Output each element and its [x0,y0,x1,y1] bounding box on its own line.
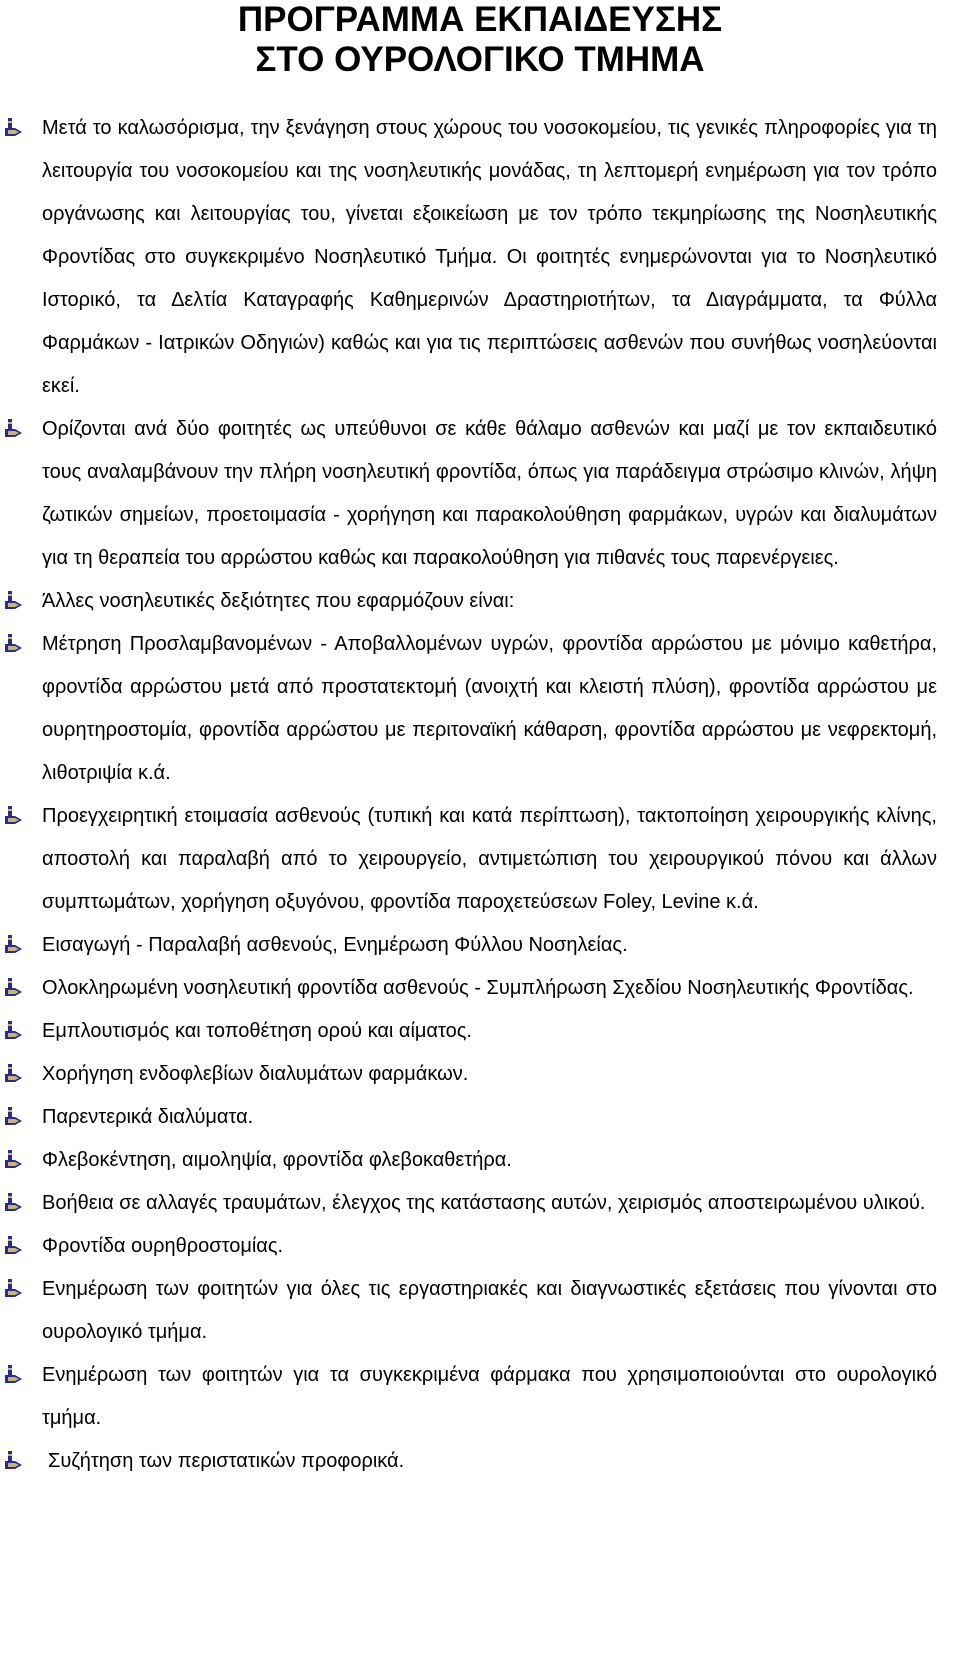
arrow-bullet-icon [4,1149,24,1169]
list-item [0,1440,937,1483]
arrow-bullet-icon [4,805,24,825]
list-item [0,1139,937,1182]
list-item-text: Χορήγηση ενδοφλεβίων διαλυμάτων φαρμάκων. [42,1063,469,1085]
page-title-line-1: ΠΡΟΓΡΑΜΜΑ ΕΚΠΑΙΔΕΥΣΗΣ [237,0,723,39]
arrow-bullet-icon [4,1020,24,1040]
list-item-text: Μετά το καλωσόρισμα, την ξενάγηση στους χώρους του νοσοκομείου, τις γενικές πληροφορίες για τη λειτουργία του νοσοκομείου και της νοσηλευτικής μονάδας, τη λεπτομερή ενημέρωση για τον τρόπο οργάνωσης και λειτουργίας του, γίνεται εξοικείωση με τον τρόπο τεκμηρίωσης της Νοσηλευτικής Φροντίδας στο συγκεκριμένο Νοσηλευτικό Τμήμα. Οι φοιτητές ενημερώνονται για το Νοσηλευτικό Ιστορικό, τα Δελτία Καταγραφής Καθημερινών Δραστηριοτήτων, τα Διαγράμματα, τα Φύλλα Φαρμάκων - Ιατρικών Οδηγιών) καθώς και για τις περιπτώσεις ασθενών που συνήθως νοσηλεύονται εκεί. [42,117,937,397]
list-item-text: Ολοκληρωμένη νοσηλευτική φροντίδα ασθενούς - Συμπλήρωση Σχεδίου Νοσηλευτικής Φροντίδας. [42,977,914,999]
arrow-bullet-icon [4,590,24,610]
arrow-bullet-icon [4,934,24,954]
arrow-bullet-icon [4,633,24,653]
list-item-text: Φροντίδα ουρηθροστομίας. [42,1235,284,1257]
list-item-text: Βοήθεια σε αλλαγές τραυμάτων, έλεγχος της κατάστασης αυτών, χειρισμός αποστειρωμένου υλικού. [42,1192,926,1214]
arrow-bullet-icon [4,1450,24,1470]
list-item [0,623,937,795]
list-item [0,967,937,1010]
list-item-text: Άλλες νοσηλευτικές δεξιότητες που εφαρμόζουν είναι: [42,590,515,612]
list-item-text: Εμπλουτισμός και τοποθέτηση ορού και αίματος. [42,1020,472,1042]
list-item [0,1010,937,1053]
list-item-text: Ενημέρωση των φοιτητών για όλες τις εργαστηριακές και διαγνωστικές εξετάσεις που γίνονται στο ουρολογικό τμήμα. [42,1278,937,1343]
arrow-bullet-icon [4,1106,24,1126]
arrow-bullet-icon [4,977,24,997]
list-item-text: Φλεβοκέντηση, αιμοληψία, φροντίδα φλεβοκαθετήρα. [42,1149,512,1171]
list-item [0,795,937,924]
list-item [0,1225,937,1268]
list-item-text: Εισαγωγή - Παραλαβή ασθενούς, Ενημέρωση Φύλλου Νοσηλείας. [42,934,628,956]
arrow-bullet-icon [4,1235,24,1255]
arrow-bullet-icon [4,418,24,438]
list-item [0,1268,937,1354]
page-title-line-2: ΣΤΟ ΟΥΡΟΛΟΓΙΚΟ ΤΜΗΜΑ [255,40,705,79]
list-item-text: Ενημέρωση των φοιτητών για τα συγκεκριμένα φάρμακα που χρησιμοποιούνται στο ουρολογικό τμήμα. [42,1364,937,1429]
page-title [0,0,960,80]
arrow-bullet-icon [4,117,24,137]
list-item [0,924,937,967]
arrow-bullet-icon [4,1063,24,1083]
training-program-list [0,107,960,1483]
arrow-bullet-icon [4,1192,24,1212]
list-item-text: Παρεντερικά διαλύματα. [42,1106,254,1128]
arrow-bullet-icon [4,1364,24,1384]
arrow-bullet-icon [4,1278,24,1298]
list-item [0,1354,937,1440]
list-item [0,580,937,623]
list-item-text: Συζήτηση των περιστατικών προφορικά. [48,1450,405,1472]
list-item [0,1182,937,1225]
list-item [0,1096,937,1139]
list-item-text: Ορίζονται ανά δύο φοιτητές ως υπεύθυνοι σε κάθε θάλαμο ασθενών και μαζί με τον εκπαιδευτικό τους αναλαμβάνουν την πλήρη νοσηλευτική φροντίδα, όπως για παράδειγμα στρώσιμο κλινών, λήψη ζωτικών σημείων, προετοιμασία - χορήγηση και παρακολούθηση φαρμάκων, υγρών και διαλυμάτων για τη θεραπεία του αρρώστου καθώς και παρακολούθηση για πιθανές τους παρενέργειες. [42,418,937,569]
list-item [0,408,937,580]
list-item-text: Μέτρηση Προσλαμβανομένων - Αποβαλλομένων υγρών, φροντίδα αρρώστου με μόνιμο καθετήρα, φροντίδα αρρώστου μετά από προστατεκτομή (ανοιχτή και κλειστή πλύση), φροντίδα αρρώστου με ουρητηροστομία, φροντίδα αρρώστου με περιτοναϊκή κάθαρση, φροντίδα αρρώστου με νεφρεκτομή, λιθοτριψία κ.ά. [42,633,937,784]
list-item [0,1053,937,1096]
list-item-text: Προεγχειρητική ετοιμασία ασθενούς (τυπική και κατά περίπτωση), τακτοποίηση χειρουργικής κλίνης, αποστολή και παραλαβή από το χειρουργείο, αντιμετώπιση του χειρουργικού πόνου και άλλων συμπτωμάτων, χορήγηση οξυγόνου, φροντίδα παροχετεύσεων Foley, Levine κ.ά. [42,805,937,913]
list-item [0,107,937,408]
